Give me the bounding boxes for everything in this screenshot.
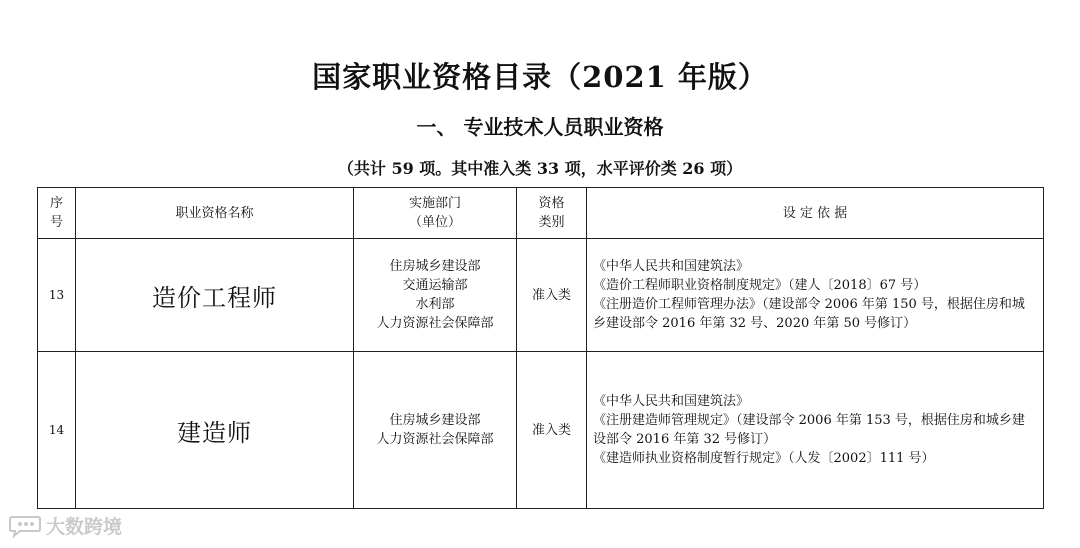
department-list: [354, 239, 517, 352]
qualification-name: 造价工程师: [76, 239, 354, 352]
table-row: [38, 352, 1044, 509]
basis-line: 《中华人民共和国建筑法》: [593, 394, 750, 409]
basis-line: 《注册建造师管理规定》（建设部令 2006 年第 153 号，根据住房和城乡建: [593, 413, 1025, 428]
department-item: 人力资源社会保障部: [376, 316, 494, 331]
qualification-category: 准入类: [517, 239, 587, 352]
basis-line: 《注册造价工程师管理办法》（建设部令 2006 年第 150 号，根据住房和城: [593, 297, 1025, 312]
department-list: [354, 352, 517, 509]
section-subtitle: 一、 专业技术人员职业资格: [416, 115, 664, 139]
section-summary: （共计 59 项。其中准入类 33 项，水平评价类 26 项）: [337, 159, 743, 178]
header-seq: 序 号: [38, 188, 76, 239]
department-item: 水利部: [415, 297, 455, 312]
row-seq: 13: [38, 239, 76, 352]
watermark-text: 大数跨境: [46, 516, 123, 538]
basis-line: 《中华人民共和国建筑法》: [593, 259, 750, 274]
qualification-table: [37, 187, 1044, 509]
basis-line: 设部令 2016 年第 32 号修订）: [593, 432, 777, 447]
qualification-category: 准入类: [517, 352, 587, 509]
speech-bubble-logo-icon: [8, 514, 42, 538]
basis-line: 《建造师执业资格制度暂行规定》（人发〔2002〕111 号）: [593, 451, 935, 466]
basis-line: 《造价工程师职业资格制度规定》（建人〔2018〕67 号）: [593, 278, 927, 293]
department-item: 人力资源社会保障部: [376, 432, 494, 447]
document-title: 国家职业资格目录（2021 年版）: [312, 60, 768, 94]
header-name: 职业资格名称: [76, 188, 354, 239]
qualification-name: 建造师: [76, 352, 354, 509]
header-category: 资格 类别: [517, 188, 587, 239]
basis-line: 乡建设部令 2016 年第 32 号、2020 年第 50 号修订）: [593, 316, 917, 331]
table-row: [38, 239, 1044, 352]
department-item: 住房城乡建设部: [389, 413, 481, 428]
header-department: 实施部门 （单位）: [354, 188, 517, 239]
department-item: 交通运输部: [402, 278, 468, 293]
row-seq: 14: [38, 352, 76, 509]
department-item: 住房城乡建设部: [389, 259, 481, 274]
table-header-row: [38, 188, 1044, 239]
watermark: [8, 512, 122, 539]
header-basis: 设 定 依 据: [587, 188, 1044, 239]
basis-list: [587, 239, 1044, 352]
basis-list: [587, 352, 1044, 509]
